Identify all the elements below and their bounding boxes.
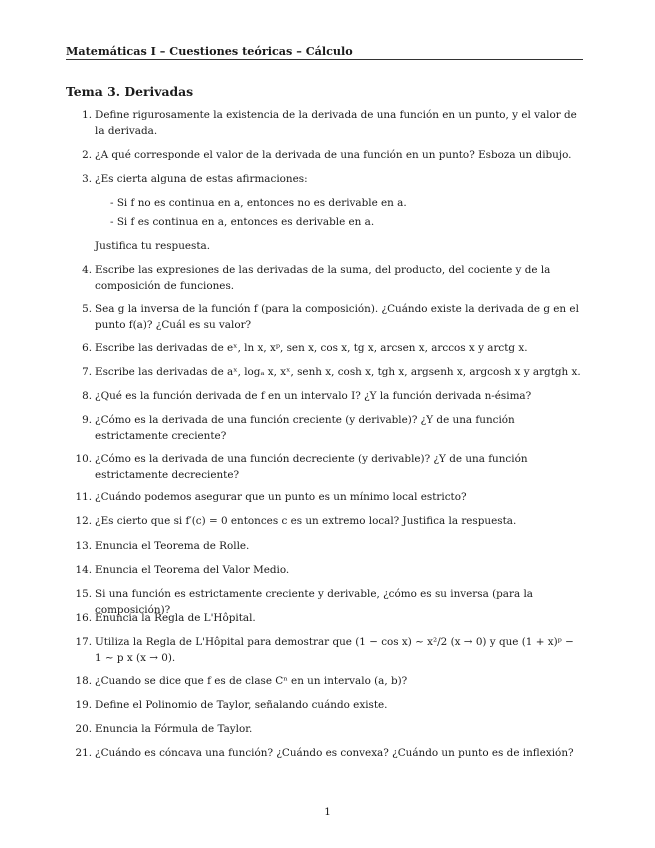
item-text: Enuncia la Regla de L'Hôpital. (95, 612, 256, 624)
item-number: 5. (82, 303, 92, 315)
item-number: 13. (75, 540, 92, 552)
item-text: Enuncia el Teorema de Rolle. (95, 540, 250, 552)
item-text: Sea g la inversa de la función f (para la composición). ¿Cuándo existe la derivada de g en el punto f(a)? ¿Cuál es su valor? (95, 303, 579, 331)
item-text: Escribe las derivadas de aˣ, logₐ x, xˣ, senh x, cosh x, tgh x, argsenh x, argcosh x y argtgh x. (95, 366, 581, 378)
list-item (66, 389, 583, 405)
item-text: ¿Es cierto que si f′(c) = 0 entonces c es un extremo local? Justifica la respuesta. (95, 515, 517, 527)
page-number: 1 (324, 806, 331, 818)
list-item (66, 148, 583, 164)
list-item (66, 490, 583, 506)
section-title: Tema 3. Derivadas (66, 84, 194, 99)
item3-sub-2: - Si f es continua en a, entonces es derivable en a. (110, 216, 375, 228)
list-item (66, 452, 583, 483)
list-item (66, 698, 583, 714)
item-text: ¿Cómo es la derivada de una función creciente (y derivable)? ¿Y de una función estrictamente creciente? (95, 414, 515, 442)
item-number: 8. (82, 390, 92, 402)
item-number: 10. (75, 453, 92, 465)
item-number: 2. (82, 149, 92, 161)
list-item (66, 563, 583, 579)
item-number: 11. (75, 491, 92, 503)
list-item (66, 722, 583, 738)
list-item (66, 172, 583, 188)
list-item (66, 263, 583, 294)
item-text: ¿Cuándo es cóncava una función? ¿Cuándo es convexa? ¿Cuándo un punto es de inflexión? (95, 747, 574, 759)
page-header: Matemáticas I – Cuestiones teóricas – Cálculo (66, 44, 583, 60)
item-text: Enuncia el Teorema del Valor Medio. (95, 564, 290, 576)
item-number: 16. (75, 612, 92, 624)
item-text: Utiliza la Regla de L'Hôpital para demostrar que (1 − cos x) ∼ x²/2 (x → 0) y que (1 + x)ᵖ − 1 ∼ p x (x → 0). (95, 636, 574, 664)
item-text: Define rigurosamente la existencia de la derivada de una función en un punto, y el valor de la derivada. (95, 109, 577, 137)
item-number: 3. (82, 173, 92, 185)
list-item (66, 413, 583, 444)
item-number: 14. (75, 564, 92, 576)
item-text: ¿A qué corresponde el valor de la derivada de una función en un punto? Esboza un dibujo. (95, 149, 572, 161)
item-text: Si una función es estrictamente creciente y derivable, ¿cómo es su inversa (para la composición)? (95, 588, 533, 616)
list-item (66, 341, 583, 357)
item-text: ¿Cuándo podemos asegurar que un punto es un mínimo local estricto? (95, 491, 467, 503)
item-number: 18. (75, 675, 92, 687)
item-text: ¿Cómo es la derivada de una función decreciente (y derivable)? ¿Y de una función estrictamente decreciente? (95, 453, 528, 481)
list-item (66, 539, 583, 555)
item-text: ¿Qué es la función derivada de f en un intervalo I? ¿Y la función derivada n-ésima? (95, 390, 532, 402)
list-item (66, 302, 583, 333)
item-text: ¿Es cierta alguna de estas afirmaciones: (95, 173, 308, 185)
item3-sub-1: - Si f no es continua en a, entonces no es derivable en a. (110, 197, 407, 209)
item-text: Define el Polinomio de Taylor, señalando cuándo existe. (95, 699, 388, 711)
item-number: 9. (82, 414, 92, 426)
item-number: 12. (75, 515, 92, 527)
item-text: Enuncia la Fórmula de Taylor. (95, 723, 253, 735)
list-item (66, 514, 583, 530)
item3-note: Justifica tu respuesta. (95, 240, 211, 252)
item-number: 21. (75, 747, 92, 759)
item-number: 1. (82, 109, 92, 121)
item-number: 20. (75, 723, 92, 735)
item-number: 7. (82, 366, 92, 378)
list-item (66, 674, 583, 690)
item-number: 17. (75, 636, 92, 648)
item-text: Escribe las expresiones de las derivadas de la suma, del producto, del cociente y de la composición de funciones. (95, 264, 551, 292)
item-text: Escribe las derivadas de eˣ, ln x, xᵖ, sen x, cos x, tg x, arcsen x, arccos x y arctg x. (95, 342, 528, 354)
list-item (66, 365, 583, 381)
list-item (66, 108, 583, 139)
item-number: 19. (75, 699, 92, 711)
list-item (66, 746, 583, 762)
list-item (66, 635, 583, 666)
item-number: 4. (82, 264, 92, 276)
list-item (66, 611, 583, 627)
item-text: ¿Cuando se dice que f es de clase Cⁿ en un intervalo (a, b)? (95, 675, 408, 687)
item-number: 15. (75, 588, 92, 600)
item-number: 6. (82, 342, 92, 354)
